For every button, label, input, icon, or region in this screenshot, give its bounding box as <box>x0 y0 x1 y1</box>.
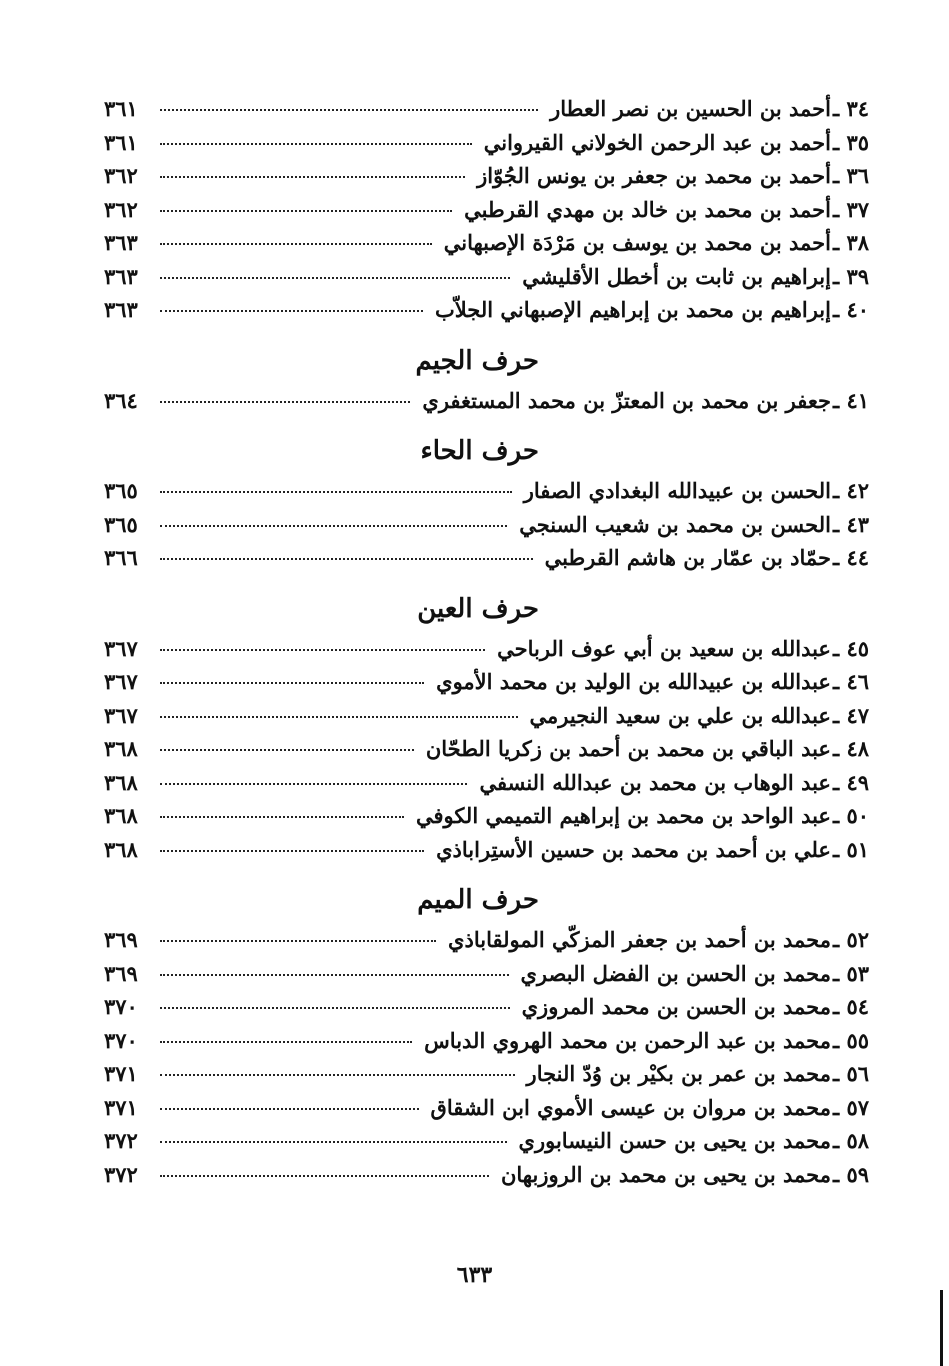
dot-leader <box>160 1141 507 1143</box>
entry-number: ٥٨ ـ <box>832 1128 869 1153</box>
toc-entry <box>104 803 869 837</box>
entry-name: أحمد بن عبد الرحمن الخولاني القيرواني <box>483 129 831 155</box>
entry-name: محمد بن يحيى بن محمد بن الروزبهان <box>500 1161 831 1187</box>
entry-number: ٥٤ ـ <box>832 994 869 1019</box>
entry-page-number: ٣٦١ <box>104 96 138 121</box>
entry-page-number: ٣٦٧ <box>104 669 138 694</box>
entry-number: ٥٧ ـ <box>832 1094 869 1120</box>
entry-number: ٣٩ ـ <box>832 263 869 289</box>
section-heading-mim: حرف الميم <box>417 885 539 915</box>
entry-page-number: ٣٦٤ <box>104 387 138 413</box>
entry-name: عبدالله بن عبيدالله بن الوليد بن محمد الأموي <box>436 669 831 694</box>
entry-name: عبدالله بن سعيد بن أبي عوف الرباحي <box>497 635 831 661</box>
entry-number: ٤٨ ـ <box>832 736 869 761</box>
toc-group <box>104 927 869 1195</box>
toc-entry <box>104 927 869 961</box>
entry-number: ٣٤ ـ <box>832 96 869 121</box>
entry-number: ٤٢ ـ <box>832 478 869 503</box>
toc-group <box>104 478 869 579</box>
dot-leader <box>160 649 485 651</box>
entry-name: محمد بن عبد الرحمن بن محمد الهروي الدباس <box>424 1027 831 1053</box>
entry-page-number: ٣٦٩ <box>104 927 138 952</box>
dot-leader <box>160 277 510 279</box>
entry-name: الحسن بن محمد بن شعيب السنجي <box>519 511 831 537</box>
entry-name: محمد بن يحيى بن حسن النيسابوري <box>518 1128 831 1153</box>
entry-number: ٤٥ ـ <box>832 635 869 661</box>
entry-number: ٥٦ ـ <box>832 1061 869 1086</box>
table-of-contents <box>104 96 869 1195</box>
entry-number: ٤١ ـ <box>832 387 869 413</box>
entry-name: إبراهيم بن محمد بن إبراهيم الإصبهاني الجلاّب <box>435 297 831 322</box>
entry-page-number: ٣٦٣ <box>104 297 138 322</box>
entry-name: عبد الباقي بن محمد بن أحمد بن زكريا الطحّان <box>425 736 831 761</box>
scan-edge-mark <box>940 1290 943 1366</box>
entry-number: ٣٧ ـ <box>832 196 869 222</box>
entry-page-number: ٣٧١ <box>104 1094 138 1120</box>
entry-page-number: ٣٦٣ <box>104 230 138 255</box>
toc-entry <box>104 1162 869 1196</box>
entry-number: ٣٥ ـ <box>832 129 869 155</box>
entry-page-number: ٣٧١ <box>104 1061 138 1086</box>
entry-number: ٣٨ ـ <box>832 230 869 255</box>
toc-entry <box>104 961 869 995</box>
dot-leader <box>160 243 432 245</box>
toc-entry <box>104 130 869 164</box>
page-number: ٦٣٣ <box>456 1262 493 1288</box>
entry-number: ٤٣ ـ <box>832 511 869 537</box>
entry-number: ٣٦ ـ <box>832 163 869 188</box>
toc-entry <box>104 512 869 546</box>
toc-entry <box>104 297 869 331</box>
entry-name: أحمد بن محمد بن يوسف بن مَرْدَة الإصبهاني <box>443 230 831 255</box>
entry-number: ٤٤ ـ <box>832 545 869 570</box>
entry-name: أحمد بن محمد بن خالد بن مهدي القرطبي <box>464 196 831 222</box>
entry-page-number: ٣٦٦ <box>104 545 138 570</box>
entry-page-number: ٣٦٩ <box>104 960 138 986</box>
entry-page-number: ٣٦٥ <box>104 511 138 537</box>
entry-page-number: ٣٦٧ <box>104 702 138 728</box>
entry-name: محمد بن أحمد بن جعفر المزكّي المولقاباذي <box>448 927 831 952</box>
entry-name: أحمد بن الحسين بن نصر العطار <box>550 96 831 121</box>
dot-leader <box>160 682 424 684</box>
entry-name: عبدالله بن علي بن سعيد النجيرمي <box>529 702 831 728</box>
entry-number: ٤٧ ـ <box>832 702 869 728</box>
dot-leader <box>160 176 465 178</box>
entry-page-number: ٣٦٢ <box>104 196 138 222</box>
entry-number: ٥٠ ـ <box>832 803 869 828</box>
entry-name: عبد الواحد بن محمد بن إبراهيم التميمي الكوفي <box>415 803 831 828</box>
dot-leader <box>160 401 410 403</box>
entry-name: جعفر بن محمد بن المعتزّ بن محمد المستغفري <box>422 387 831 413</box>
toc-entry <box>104 636 869 670</box>
toc-entry <box>104 96 869 130</box>
entry-page-number: ٣٧٠ <box>104 994 138 1019</box>
toc-entry <box>104 1061 869 1095</box>
entry-page-number: ٣٧٠ <box>104 1027 138 1053</box>
entry-number: ٥١ ـ <box>832 836 869 862</box>
dot-leader <box>160 109 538 111</box>
entry-name: إبراهيم بن ثابت بن أخطل الأقليشي <box>522 263 831 289</box>
toc-entry <box>104 264 869 298</box>
dot-leader <box>160 716 518 718</box>
entry-page-number: ٣٧٢ <box>104 1128 138 1153</box>
entry-name: عبد الوهاب بن محمد بن عبدالله النسفي <box>479 769 831 795</box>
entry-number: ٥٥ ـ <box>832 1027 869 1053</box>
toc-entry <box>104 703 869 737</box>
dot-leader <box>160 525 507 527</box>
entry-page-number: ٣٦١ <box>104 129 138 155</box>
dot-leader <box>160 940 436 942</box>
entry-number: ٤٠ ـ <box>832 297 869 322</box>
toc-entry <box>104 1028 869 1062</box>
entry-number: ٥٩ ـ <box>832 1161 869 1187</box>
entry-name: محمد بن الحسن بن محمد المروزي <box>521 994 831 1019</box>
entry-page-number: ٣٦٥ <box>104 478 138 503</box>
entry-name: محمد بن عمر بن بكيْر بن وُدّ النجار <box>526 1061 831 1086</box>
entry-number: ٤٦ ـ <box>832 669 869 694</box>
dot-leader <box>160 783 467 785</box>
toc-entry <box>104 1095 869 1129</box>
entry-name: الحسن بن عبيدالله البغدادي الصفار <box>523 478 831 503</box>
toc-group <box>104 636 869 871</box>
dot-leader <box>160 1175 489 1177</box>
entry-page-number: ٣٦٨ <box>104 803 138 828</box>
dot-leader <box>160 816 404 818</box>
dot-leader <box>160 210 452 212</box>
entry-number: ٥٣ ـ <box>832 960 869 986</box>
entry-page-number: ٣٦٨ <box>104 769 138 795</box>
dot-leader <box>160 1007 510 1009</box>
entry-page-number: ٣٧٢ <box>104 1161 138 1187</box>
toc-entry <box>104 478 869 512</box>
dot-leader <box>160 1041 412 1043</box>
toc-entry <box>104 669 869 703</box>
toc-entry <box>104 197 869 231</box>
entry-number: ٤٩ ـ <box>832 769 869 795</box>
entry-name: حمّاد بن عمّار بن هاشم القرطبي <box>544 545 831 570</box>
toc-group <box>104 388 869 422</box>
toc-entry <box>104 1128 869 1162</box>
dot-leader <box>160 749 414 751</box>
toc-group <box>104 96 869 331</box>
toc-entry <box>104 388 869 422</box>
section-heading-ha: حرف الحاء <box>420 436 539 466</box>
entry-page-number: ٣٦٨ <box>104 736 138 761</box>
toc-entry <box>104 736 869 770</box>
entry-page-number: ٣٦٧ <box>104 635 138 661</box>
toc-entry <box>104 837 869 871</box>
dot-leader <box>160 558 533 560</box>
dot-leader <box>160 850 424 852</box>
dot-leader <box>160 1108 419 1110</box>
section-heading-ain: حرف العين <box>417 593 539 624</box>
toc-entry <box>104 163 869 197</box>
dot-leader <box>160 310 423 312</box>
dot-leader <box>160 1074 515 1076</box>
entry-page-number: ٣٦٢ <box>104 163 138 188</box>
toc-entry <box>104 770 869 804</box>
entry-name: أحمد بن محمد بن جعفر بن يونس الجُوّاز <box>477 163 831 188</box>
dot-leader <box>160 143 472 145</box>
entry-name: محمد بن مروان بن عيسى الأموي ابن الشقاق <box>430 1094 831 1120</box>
entry-name: محمد بن الحسن بن الفضل البصري <box>520 960 831 986</box>
entry-name: علي بن أحمد بن محمد بن حسين الأستِراباذي <box>436 836 831 862</box>
entry-page-number: ٣٦٣ <box>104 263 138 289</box>
dot-leader <box>160 491 512 493</box>
toc-entry <box>104 545 869 579</box>
toc-entry <box>104 994 869 1028</box>
entry-number: ٥٢ ـ <box>832 927 869 952</box>
entry-page-number: ٣٦٨ <box>104 836 138 862</box>
toc-entry <box>104 230 869 264</box>
dot-leader <box>160 974 509 976</box>
section-heading-jim: حرف الجيم <box>415 345 539 376</box>
